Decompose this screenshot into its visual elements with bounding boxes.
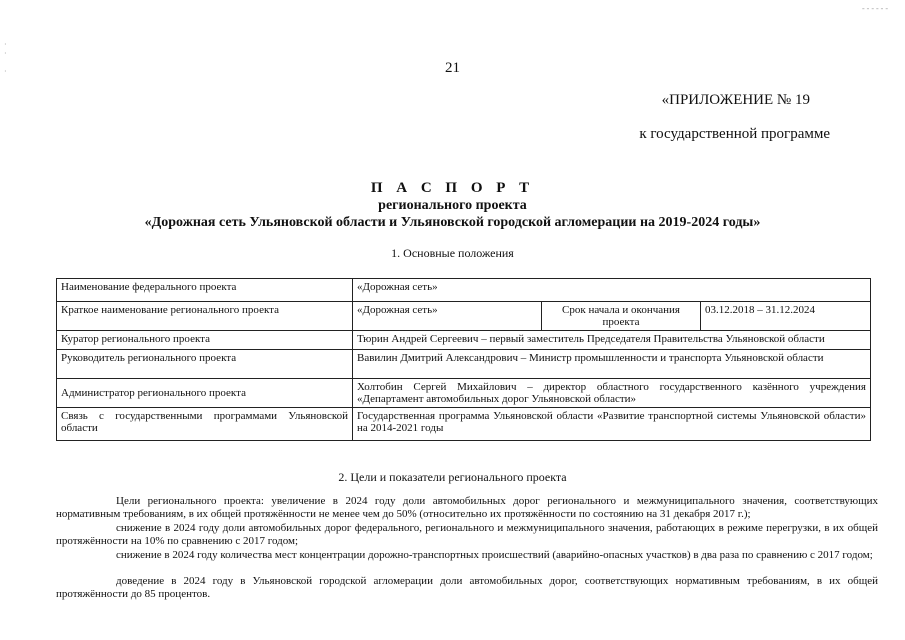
goal-item: снижение в 2024 году количества мест концентрации дорожно-транспортных происшествий (аварийно-опасных участков) в два раза по сравнению с 2017 годом; xyxy=(116,549,873,561)
scan-mark-dots: ‐ ‐ ‐ ‐ ‐ ‐ xyxy=(862,4,888,13)
scan-mark-left: · · · xyxy=(4,40,7,76)
page-number: 21 xyxy=(445,60,460,76)
row-label: Краткое наименование регионального проекта xyxy=(57,302,353,331)
table-row xyxy=(57,379,871,408)
appendix-label: «ПРИЛОЖЕНИЕ № 19 xyxy=(661,92,810,108)
table-row xyxy=(57,408,871,441)
row-label: Наименование федерального проекта xyxy=(57,279,353,302)
row-value: Государственная программа Ульяновской области «Развитие транспортной системы Ульяновской области» на 2014-2021 годы xyxy=(353,408,871,441)
goal-item: снижение в 2024 году доли автомобильных дорог федерального, регионального и межмуниципального значения, работающих в режиме перегрузки, в их общей протяжённости на 10% по сравнению с 2017 годом; xyxy=(56,522,878,547)
goal-item: доведение в 2024 году в Ульяновской городской агломерации доли автомобильных дорог, соответствующих нормативным требованиям, в их общей протяжённости до 85 процентов. xyxy=(56,575,878,600)
goals-paragraph: Цели регионального проекта: увеличение в 2024 году доли автомобильных дорог регионального и межмуниципального значения, соответствующих нормативным требованиям, в их общей протяжённости не менее чем до 50% (относительно их протяжённости по состоянию на 31 декабря 2017 г.); xyxy=(56,495,878,520)
row-value: Тюрин Андрей Сергеевич – первый заместитель Председателя Правительства Ульяновской области xyxy=(353,331,871,350)
program-reference: к государственной программе xyxy=(639,126,830,142)
document-title: П А С П О Р Т xyxy=(370,180,535,196)
row-value: «Дорожная сеть» xyxy=(353,302,542,331)
table-row xyxy=(57,302,871,331)
table-row xyxy=(57,279,871,302)
row-value: «Дорожная сеть» xyxy=(353,279,871,302)
row-label: Куратор регионального проекта xyxy=(57,331,353,350)
basics-table xyxy=(56,278,871,441)
row-value: Холтобин Сергей Михайлович – директор областного государственного казённого учреждения «Департамент автомобильных дорог Ульяновской области» xyxy=(353,379,871,408)
document-subtitle: регионального проекта xyxy=(378,198,527,213)
period-label: Срок начала и окончания проекта xyxy=(542,302,701,331)
section-heading-basics: 1. Основные положения xyxy=(391,246,514,260)
period-value: 03.12.2018 – 31.12.2024 xyxy=(701,302,871,331)
table-row xyxy=(57,350,871,379)
project-name: «Дорожная сеть Ульяновской области и Ульяновской городской агломерации на 2019-2024 годы» xyxy=(144,215,761,230)
section-heading-goals: 2. Цели и показатели регионального проекта xyxy=(338,470,567,484)
row-label: Связь с государственными программами Ульяновской области xyxy=(57,408,353,441)
row-label: Руководитель регионального проекта xyxy=(57,350,353,379)
table-row xyxy=(57,331,871,350)
row-label: Администратор регионального проекта xyxy=(57,379,353,408)
row-value: Вавилин Дмитрий Александрович – Министр промышленности и транспорта Ульяновской области xyxy=(353,350,871,379)
